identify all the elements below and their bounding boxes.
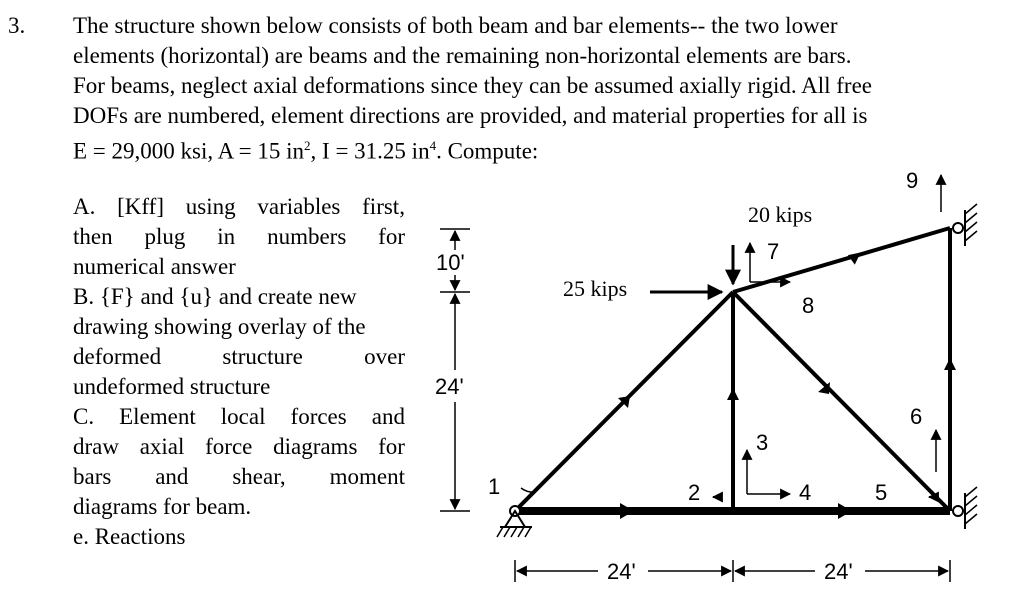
problem-line-1: The structure shown below consists of both beam and bar elements-- the two lower — [73, 13, 838, 38]
task-e-line-1: e. Reactions — [73, 524, 186, 549]
task-word: over — [364, 344, 405, 369]
load-25-kips-label: 25 kips — [563, 276, 628, 301]
task-word: C. — [73, 404, 95, 429]
dim-span-right-label: 24' — [824, 559, 853, 584]
problem-line-4: DOFs are numbered, element directions are provided, and material properties for all is — [73, 103, 868, 128]
task-c-line-4: diagrams for beam. — [73, 494, 252, 519]
bar-center-direction-arrow — [727, 388, 739, 400]
ground-hatch — [497, 527, 531, 537]
roller-bottom-right — [953, 506, 963, 516]
task-word: variables — [257, 194, 341, 219]
task-word: in — [217, 224, 236, 249]
dof-label-7: 7 — [767, 239, 780, 264]
dim-span-left-label: 24' — [607, 559, 636, 584]
dim-height-top-label: 10' — [436, 250, 465, 275]
dof-label-1: 1 — [488, 474, 501, 499]
dof-label-8: 8 — [802, 293, 815, 318]
beam-2-direction-arrow — [838, 503, 852, 519]
task-word: force — [205, 434, 253, 459]
task-word: using — [185, 194, 236, 219]
task-word: Element — [119, 404, 196, 429]
material-e-area: E = 29,000 ksi, A = 15 in — [73, 138, 305, 164]
dim-height-main-label: 24' — [435, 374, 464, 399]
task-word: A. — [73, 194, 96, 219]
material-inertia: , I = 31.25 in — [310, 138, 430, 164]
task-word: deformed — [73, 344, 162, 369]
task-word: then — [73, 224, 113, 249]
dof-label-4: 4 — [799, 480, 812, 505]
problem-line-2: elements (horizontal) are beams and the remaining non-horizontal elements are bars. — [73, 43, 852, 68]
task-word: for — [378, 224, 405, 249]
task-word: axial — [139, 434, 185, 459]
problem-number: 3. — [8, 13, 26, 38]
task-b-line-1: B. {F} and {u} and create new — [73, 284, 357, 309]
task-word: forces — [290, 404, 347, 429]
wall-hatch-bottom — [965, 487, 977, 524]
task-word: and — [371, 404, 405, 429]
task-word: structure — [222, 344, 303, 369]
task-word: [Kff] — [117, 194, 164, 219]
roller-top-right — [953, 223, 963, 233]
compute-label: . Compute: — [436, 138, 539, 164]
bar-right-diagonal — [733, 292, 950, 511]
task-a-line-3: numerical answer — [73, 254, 236, 279]
task-word: shear, — [232, 464, 286, 489]
wall-hatch-top — [965, 204, 977, 241]
task-b-line-4: undeformed structure — [73, 374, 271, 399]
beam-1-direction-arrow — [620, 503, 634, 519]
area-exponent: 2 — [304, 138, 311, 153]
task-word: draw — [73, 434, 119, 459]
dof-label-3: 3 — [756, 430, 769, 455]
inertia-exponent: 4 — [429, 138, 437, 153]
dof-label-9: 9 — [906, 168, 919, 193]
task-word: first, — [362, 194, 405, 219]
task-word: numbers — [267, 224, 347, 249]
dof-label-2: 2 — [688, 480, 701, 505]
load-20-kips-label: 20 kips — [748, 202, 813, 227]
task-word: for — [378, 434, 405, 459]
problem-line-3: For beams, neglect axial deformations since they can be assumed axially rigid. All free — [73, 73, 872, 98]
task-word: local — [220, 404, 266, 429]
dof-label-5: 5 — [875, 480, 888, 505]
task-word: and — [155, 464, 189, 489]
bar-right-vertical-direction-arrow — [944, 358, 956, 370]
task-b-line-2: drawing showing overlay of the — [73, 314, 366, 339]
rotation-dof-1-icon — [521, 488, 535, 492]
task-word: moment — [329, 464, 405, 489]
task-word: plug — [144, 224, 186, 249]
dof-label-6: 6 — [910, 404, 923, 429]
task-word: bars — [73, 464, 112, 489]
task-word: diagrams — [273, 434, 358, 459]
